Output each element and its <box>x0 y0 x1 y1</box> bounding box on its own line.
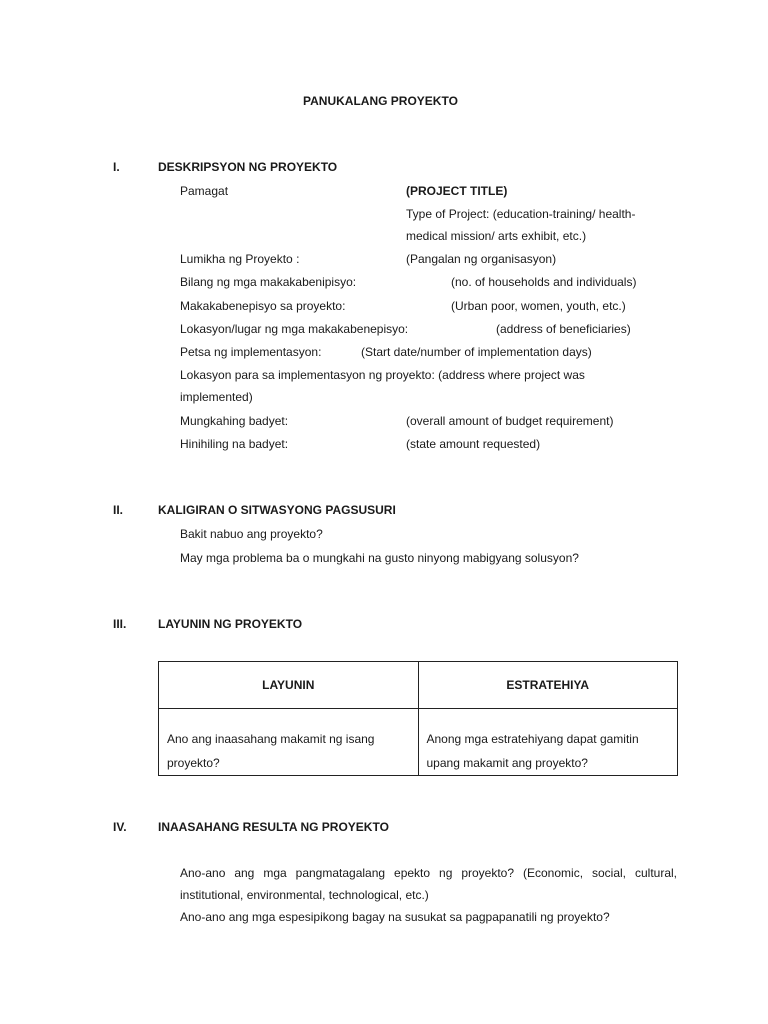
section-4-paragraph-1-line-2: institutional, environmental, technological, etc.) <box>180 888 429 902</box>
section-4-paragraph-1-line-1: Ano-ano ang mga pangmatagalang epekto ng proyekto? (Economic, social, cultural, <box>180 866 677 880</box>
lumikha-value: (Pangalan ng organisasyon) <box>406 252 557 266</box>
section-1-heading: DESKRIPSYON NG PROYEKTO <box>158 160 338 174</box>
estratehiya-cell-line-2: upang makamit ang proyekto? <box>426 756 588 770</box>
estratehiya-cell <box>418 709 678 776</box>
petsa-value: (Start date/number of implementation days) <box>361 345 592 359</box>
makakabenepisyo-value: (Urban poor, women, youth, etc.) <box>451 299 626 313</box>
mungkahing-badyet-value: (overall amount of budget requirement) <box>406 414 614 428</box>
lokasyon-value: (address of beneficiaries) <box>496 322 631 336</box>
estratehiya-header: ESTRATEHIYA <box>418 662 678 709</box>
hinihiling-badyet-value: (state amount requested) <box>406 437 541 451</box>
section-3-number: III. <box>113 617 127 631</box>
section-4-paragraph-2: Ano-ano ang mga espesipikong bagay na susukat sa pagpapanatili ng proyekto? <box>180 910 610 924</box>
estratehiya-cell-line-1: Anong mga estratehiyang dapat gamitin <box>426 732 639 746</box>
section-3-heading: LAYUNIN NG PROYEKTO <box>158 617 303 631</box>
section-2-number: II. <box>113 503 124 517</box>
layunin-header: LAYUNIN <box>159 662 419 709</box>
lokasyon-label: Lokasyon/lugar ng mga makakabenepisyo: <box>180 322 409 336</box>
hinihiling-badyet-label: Hinihiling na badyet: <box>180 437 289 451</box>
table-row <box>159 709 678 776</box>
section-4-heading: INAASAHANG RESULTA NG PROYEKTO <box>158 820 389 834</box>
pamagat-value: (PROJECT TITLE) <box>406 184 508 198</box>
lumikha-label: Lumikha ng Proyekto : <box>180 252 300 266</box>
layunin-cell <box>159 709 419 776</box>
petsa-label: Petsa ng implementasyon: <box>180 345 322 359</box>
table-header-row <box>159 662 678 709</box>
layunin-cell-line-2: proyekto? <box>167 756 220 770</box>
section-4-number: IV. <box>113 820 127 834</box>
bilang-label: Bilang ng mga makakabenipisyo: <box>180 275 357 289</box>
type-of-project-line-2: medical mission/ arts exhibit, etc.) <box>406 229 587 243</box>
document-title: PANUKALANG PROYEKTO <box>303 94 458 108</box>
lokasyon-implementasyon-line-2: implemented) <box>180 390 253 404</box>
section-2-question-2: May mga problema ba o mungkahi na gusto ninyong mabigyang solusyon? <box>180 551 579 565</box>
section-2-question-1: Bakit nabuo ang proyekto? <box>180 527 323 541</box>
lokasyon-implementasyon-line-1: Lokasyon para sa implementasyon ng proyekto: (address where project was <box>180 368 585 382</box>
type-of-project-line-1: Type of Project: (education-training/ health- <box>406 207 636 221</box>
section-2-heading: KALIGIRAN O SITWASYONG PAGSUSURI <box>158 503 396 517</box>
bilang-value: (no. of households and individuals) <box>451 275 637 289</box>
objectives-table <box>158 661 678 776</box>
pamagat-label: Pamagat <box>180 184 229 198</box>
mungkahing-badyet-label: Mungkahing badyet: <box>180 414 289 428</box>
layunin-cell-line-1: Ano ang inaasahang makamit ng isang <box>167 732 375 746</box>
section-1-number: I. <box>113 160 120 174</box>
makakabenepisyo-label: Makakabenepisyo sa proyekto: <box>180 299 346 313</box>
